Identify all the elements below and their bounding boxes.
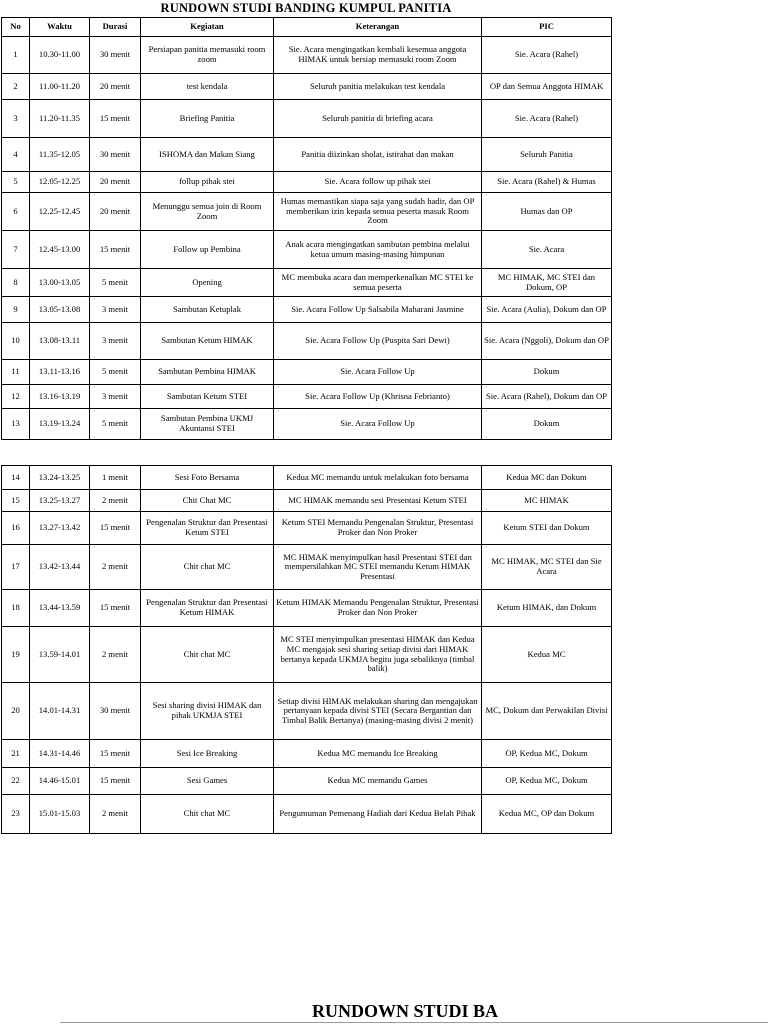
cell-kegiatan: Chit Chat MC <box>141 490 274 512</box>
cell-waktu: 13.27-13.42 <box>30 512 90 545</box>
cell-keterangan: Sie. Acara Follow Up <box>274 360 482 385</box>
cell-keterangan: Sie. Acara Follow Up (Puspita Sari Dewi) <box>274 323 482 360</box>
cell-no: 4 <box>2 138 30 172</box>
cell-waktu: 13.11-13.16 <box>30 360 90 385</box>
cell-kegiatan: Sesi sharing divisi HIMAK dan pihak UKMJA STEI <box>141 683 274 740</box>
cell-kegiatan: Chit chat MC <box>141 627 274 683</box>
cell-pic: MC, Dokum dan Perwakilan Divisi <box>482 683 612 740</box>
cell-keterangan: Kedua MC memandu untuk melakukan foto bersama <box>274 466 482 490</box>
cell-durasi: 15 menit <box>90 231 141 269</box>
cell-durasi: 15 menit <box>90 768 141 795</box>
cell-kegiatan: Briefing Panitia <box>141 100 274 138</box>
cell-pic: MC HIMAK, MC STEI dan Sie Acara <box>482 545 612 590</box>
cell-pic: Sie. Acara (Nggoli), Dokum dan OP <box>482 323 612 360</box>
cell-keterangan: Ketum HIMAK Memandu Pengenalan Struktur, Presentasi Proker dan Non Proker <box>274 590 482 627</box>
cell-no: 21 <box>2 740 30 768</box>
cell-keterangan: Sie. Acara Follow Up (Khrisna Febrianto) <box>274 385 482 409</box>
next-page-title: RUNDOWN STUDI BA <box>312 1001 499 1021</box>
table-row <box>2 385 612 409</box>
cell-waktu: 11.35-12.05 <box>30 138 90 172</box>
cell-durasi: 20 menit <box>90 74 141 100</box>
cell-keterangan: Humas memastikan siapa saja yang sudah hadir, dan OP memberikan izin kepada semua peserta masuk Room Zoom <box>274 193 482 231</box>
table-row <box>2 627 612 683</box>
cell-keterangan: Anak acara mengingatkan sambutan pembina melalui ketua umum masing-masing himpunan <box>274 231 482 269</box>
cell-kegiatan: Sesi Ice Breaking <box>141 740 274 768</box>
cell-no: 8 <box>2 269 30 297</box>
cell-waktu: 13.42-13.44 <box>30 545 90 590</box>
cell-pic: Sie. Acara (Rahel) <box>482 37 612 74</box>
cell-kegiatan: Opening <box>141 269 274 297</box>
cell-waktu: 11.20-11.35 <box>30 100 90 138</box>
cell-durasi: 5 menit <box>90 360 141 385</box>
cell-durasi: 2 menit <box>90 490 141 512</box>
cell-waktu: 14.31-14.46 <box>30 740 90 768</box>
cell-waktu: 13.16-13.19 <box>30 385 90 409</box>
cell-waktu: 12.05-12.25 <box>30 172 90 193</box>
cell-no: 14 <box>2 466 30 490</box>
cell-no: 18 <box>2 590 30 627</box>
cell-keterangan: Kedua MC memandu Ice Breaking <box>274 740 482 768</box>
table-row <box>2 323 612 360</box>
cell-kegiatan: ISHOMA dan Makan Siang <box>141 138 274 172</box>
table-row <box>2 100 612 138</box>
cell-kegiatan: Sambutan Pembina HIMAK <box>141 360 274 385</box>
cell-durasi: 2 menit <box>90 627 141 683</box>
cell-kegiatan: Chit chat MC <box>141 795 274 834</box>
cell-no: 7 <box>2 231 30 269</box>
cell-pic: Sie. Acara (Aulia), Dokum dan OP <box>482 297 612 323</box>
cell-no: 17 <box>2 545 30 590</box>
cell-waktu: 13.08-13.11 <box>30 323 90 360</box>
cell-pic: Humas dan OP <box>482 193 612 231</box>
cell-pic: Ketum HIMAK, dan Dokum <box>482 590 612 627</box>
cell-kegiatan: Sambutan Ketuplak <box>141 297 274 323</box>
cell-kegiatan: Follow up Pembina <box>141 231 274 269</box>
cell-kegiatan: Sambutan Ketum HIMAK <box>141 323 274 360</box>
cell-keterangan: MC HIMAK memandu sesi Presentasi Ketum STEI <box>274 490 482 512</box>
cell-no: 13 <box>2 409 30 440</box>
cell-waktu: 13.00-13.05 <box>30 269 90 297</box>
cell-kegiatan: test kendala <box>141 74 274 100</box>
cell-no: 20 <box>2 683 30 740</box>
table-row <box>2 138 612 172</box>
cell-durasi: 5 menit <box>90 269 141 297</box>
cell-durasi: 5 menit <box>90 409 141 440</box>
cell-kegiatan: Sesi Games <box>141 768 274 795</box>
cell-waktu: 13.59-14.01 <box>30 627 90 683</box>
table-header-row <box>2 18 612 37</box>
cell-waktu: 13.44-13.59 <box>30 590 90 627</box>
cell-keterangan: Sie. Acara mengingatkan kembali kesemua anggota HIMAK untuk bersiap memasuki room Zoom <box>274 37 482 74</box>
cell-no: 5 <box>2 172 30 193</box>
cell-waktu: 12.45-13.00 <box>30 231 90 269</box>
cell-no: 6 <box>2 193 30 231</box>
cell-durasi: 3 menit <box>90 297 141 323</box>
table-row <box>2 360 612 385</box>
cell-waktu: 15.01-15.03 <box>30 795 90 834</box>
cell-no: 16 <box>2 512 30 545</box>
table-row <box>2 172 612 193</box>
rundown-table-1 <box>1 17 612 440</box>
cell-no: 19 <box>2 627 30 683</box>
cell-waktu: 13.19-13.24 <box>30 409 90 440</box>
cell-pic: Sie. Acara <box>482 231 612 269</box>
cell-durasi: 30 menit <box>90 37 141 74</box>
cell-keterangan: Ketum STEI Memandu Pengenalan Struktur, Presentasi Proker dan Non Proker <box>274 512 482 545</box>
cell-kegiatan: follup pihak stei <box>141 172 274 193</box>
cell-keterangan: MC HIMAK menyimpulkan hasil Presentasi STEI dan mempersilahkan MC STEI memandu Ketum HIMAK Presentasi <box>274 545 482 590</box>
rundown-table-2 <box>1 465 612 834</box>
cell-pic: Sie. Acara (Rahel) <box>482 100 612 138</box>
table-row <box>2 193 612 231</box>
cell-durasi: 2 menit <box>90 545 141 590</box>
cell-keterangan: Panitia diizinkan sholat, istirahat dan makan <box>274 138 482 172</box>
cell-no: 10 <box>2 323 30 360</box>
cell-keterangan: Setiap divisi HIMAK melakukan sharing dan mengajukan pertanyaan kepada divisi STEI (Secara Bergantian dan Timbal Balik Bertanya) (masing-masing divisi 2 menit) <box>274 683 482 740</box>
cell-waktu: 13.24-13.25 <box>30 466 90 490</box>
cell-durasi: 15 menit <box>90 740 141 768</box>
table-row <box>2 740 612 768</box>
table-row <box>2 74 612 100</box>
header-kegiatan: Kegiatan <box>141 18 274 37</box>
cell-keterangan: Kedua MC memandu Games <box>274 768 482 795</box>
header-no: No <box>2 18 30 37</box>
table-row <box>2 490 612 512</box>
page-title: RUNDOWN STUDI BANDING KUMPUL PANITIA <box>160 1 452 15</box>
cell-pic: MC HIMAK, MC STEI dan Dokum, OP <box>482 269 612 297</box>
cell-no: 3 <box>2 100 30 138</box>
table-row <box>2 269 612 297</box>
cell-pic: Sie. Acara (Rahel), Dokum dan OP <box>482 385 612 409</box>
cell-kegiatan: Sambutan Pembina UKMJ Akuntansi STEI <box>141 409 274 440</box>
table-row <box>2 37 612 74</box>
cell-no: 2 <box>2 74 30 100</box>
cell-kegiatan: Pengenalan Struktur dan Presentasi Ketum HIMAK <box>141 590 274 627</box>
cell-durasi: 20 menit <box>90 193 141 231</box>
header-waktu: Waktu <box>30 18 90 37</box>
cell-waktu: 14.46-15.01 <box>30 768 90 795</box>
table-row <box>2 409 612 440</box>
cell-pic: Dokum <box>482 360 612 385</box>
table-row <box>2 683 612 740</box>
cell-no: 22 <box>2 768 30 795</box>
cell-kegiatan: Sesi Foto Bersama <box>141 466 274 490</box>
table-row <box>2 768 612 795</box>
cell-durasi: 20 menit <box>90 172 141 193</box>
cell-keterangan: MC STEI menyimpulkan presentasi HIMAK dan Kedua MC mengajak sesi sharing setiap divisi dari HIMAK bertanya kepada UKMJA begitu juga sebaliknya (timbal balik) <box>274 627 482 683</box>
cell-pic: Ketum STEI dan Dokum <box>482 512 612 545</box>
header-keterangan: Keterangan <box>274 18 482 37</box>
cell-keterangan: Sie. Acara Follow Up <box>274 409 482 440</box>
cell-pic: Kedua MC <box>482 627 612 683</box>
table-row <box>2 590 612 627</box>
cell-pic: Sie. Acara (Rahel) & Humas <box>482 172 612 193</box>
cell-waktu: 13.05-13.08 <box>30 297 90 323</box>
table-row <box>2 297 612 323</box>
cell-kegiatan: Persiapan panitia memasuki room zoom <box>141 37 274 74</box>
table-row <box>2 545 612 590</box>
cell-pic: Seluruh Panitia <box>482 138 612 172</box>
cell-kegiatan: Sambutan Ketum STEI <box>141 385 274 409</box>
cell-waktu: 11.00-11.20 <box>30 74 90 100</box>
cell-no: 23 <box>2 795 30 834</box>
header-durasi: Durasi <box>90 18 141 37</box>
cell-durasi: 15 menit <box>90 590 141 627</box>
cell-durasi: 15 menit <box>90 100 141 138</box>
cell-pic: Dokum <box>482 409 612 440</box>
cell-waktu: 12.25-12.45 <box>30 193 90 231</box>
cell-no: 15 <box>2 490 30 512</box>
cell-keterangan: Seluruh panitia di briefing acara <box>274 100 482 138</box>
cell-no: 12 <box>2 385 30 409</box>
cell-waktu: 13.25-13.27 <box>30 490 90 512</box>
cell-pic: OP, Kedua MC, Dokum <box>482 740 612 768</box>
cell-durasi: 3 menit <box>90 323 141 360</box>
cell-pic: OP, Kedua MC, Dokum <box>482 768 612 795</box>
table-row <box>2 512 612 545</box>
table-row <box>2 466 612 490</box>
cell-durasi: 30 menit <box>90 138 141 172</box>
header-pic: PIC <box>482 18 612 37</box>
cell-pic: Kedua MC dan Dokum <box>482 466 612 490</box>
cell-no: 1 <box>2 37 30 74</box>
cell-kegiatan: Chit chat MC <box>141 545 274 590</box>
cell-keterangan: MC membuka acara dan memperkenalkan MC STEI ke semua peserta <box>274 269 482 297</box>
table-row <box>2 795 612 834</box>
cell-keterangan: Seluruh panitia melakukan test kendala <box>274 74 482 100</box>
cell-durasi: 30 menit <box>90 683 141 740</box>
cell-durasi: 3 menit <box>90 385 141 409</box>
cell-durasi: 2 menit <box>90 795 141 834</box>
cell-pic: MC HIMAK <box>482 490 612 512</box>
cell-pic: OP dan Semua Anggota HIMAK <box>482 74 612 100</box>
cell-waktu: 10.30-11.00 <box>30 37 90 74</box>
cell-keterangan: Sie. Acara follow up pihak stei <box>274 172 482 193</box>
cell-durasi: 1 menit <box>90 466 141 490</box>
cell-waktu: 14.01-14.31 <box>30 683 90 740</box>
page-divider <box>60 1022 768 1023</box>
cell-keterangan: Pengumuman Pemenang Hadiah dari Kedua Belah Pihak <box>274 795 482 834</box>
cell-kegiatan: Pengenalan Struktur dan Presentasi Ketum STEI <box>141 512 274 545</box>
table-row <box>2 231 612 269</box>
cell-kegiatan: Menunggu semua join di Room Zoom <box>141 193 274 231</box>
cell-keterangan: Sie. Acara Follow Up Salsabila Maharani Jasmine <box>274 297 482 323</box>
cell-no: 11 <box>2 360 30 385</box>
cell-pic: Kedua MC, OP dan Dokum <box>482 795 612 834</box>
cell-no: 9 <box>2 297 30 323</box>
cell-durasi: 15 menit <box>90 512 141 545</box>
